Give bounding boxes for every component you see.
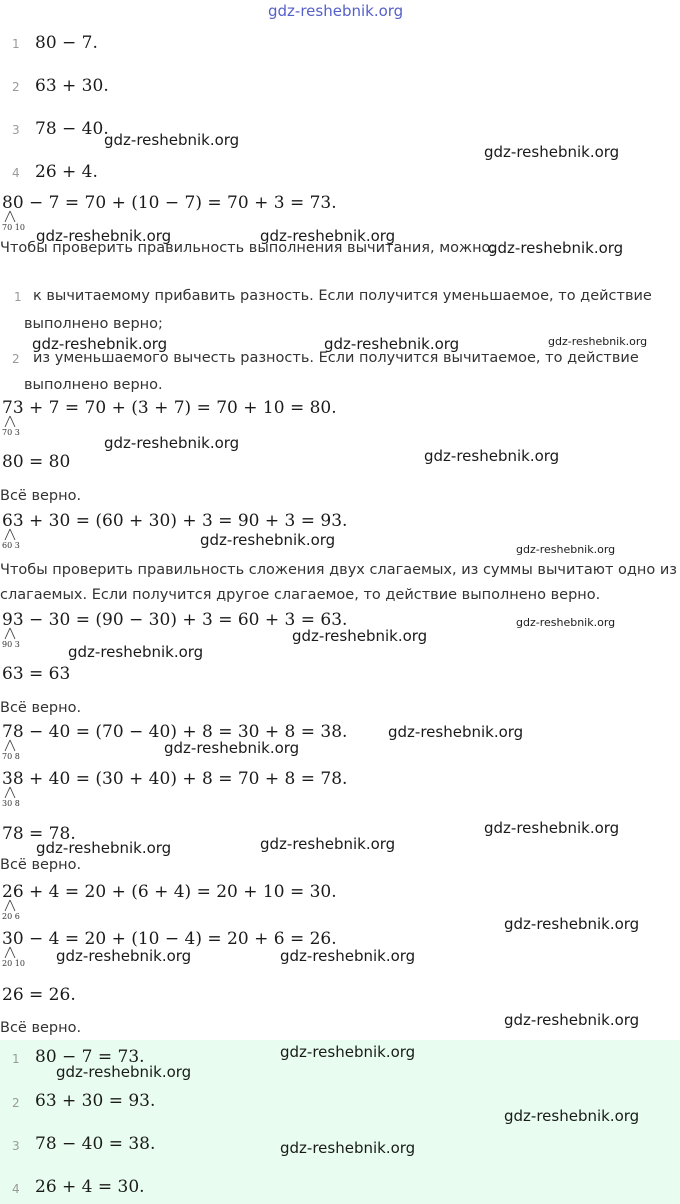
- watermark: gdz-reshebnik.org: [32, 335, 168, 353]
- watermark: gdz-reshebnik.org: [280, 947, 416, 965]
- watermark: gdz-reshebnik.org: [56, 947, 192, 965]
- split-lines-icon: [2, 627, 18, 641]
- rule-text: к вычитаемому прибавить разность. Если получится уменьшаемое, то действие: [33, 288, 652, 304]
- split-lines-icon: [2, 415, 18, 429]
- answer-number: 4: [12, 1182, 20, 1196]
- answer-expression: 63 + 30 = 93.: [35, 1091, 156, 1111]
- task-number: 2: [12, 80, 20, 94]
- watermark: gdz-reshebnik.org: [164, 739, 300, 757]
- split-digits: 60 3: [2, 541, 20, 550]
- solution-equation: 78 = 78.: [2, 824, 76, 844]
- watermark: gdz-reshebnik.org: [200, 531, 336, 549]
- answer-number: 1: [12, 1052, 20, 1066]
- number-split: [2, 739, 20, 761]
- solution-equation: 38 + 40 = (30 + 40) + 8 = 70 + 8 = 78.: [2, 769, 348, 789]
- number-split: [2, 528, 20, 550]
- split-lines-icon: [2, 210, 18, 224]
- answer-expression: 78 − 40 = 38.: [35, 1134, 156, 1154]
- watermark: gdz-reshebnik.org: [324, 335, 460, 353]
- watermark: gdz-reshebnik.org: [104, 434, 240, 452]
- watermark: gdz-reshebnik.org: [484, 143, 620, 161]
- answer-expression: 80 − 7 = 73.: [35, 1047, 145, 1067]
- split-lines-icon: [2, 739, 18, 753]
- watermark: gdz-reshebnik.org: [280, 1043, 416, 1061]
- rule-number: 2: [12, 352, 20, 366]
- split-digits: 70 3: [2, 428, 20, 437]
- watermark: gdz-reshebnik.org: [504, 915, 640, 933]
- answer-number: 2: [12, 1096, 20, 1110]
- number-split: [2, 786, 20, 808]
- result-text: Всё верно.: [0, 1020, 82, 1036]
- watermark: gdz-reshebnik.org: [504, 1011, 640, 1029]
- number-split: [2, 210, 25, 232]
- result-text: Всё верно.: [0, 488, 82, 504]
- solution-equation: 73 + 7 = 70 + (3 + 7) = 70 + 10 = 80.: [2, 398, 337, 418]
- watermark: gdz-reshebnik.org: [68, 643, 204, 661]
- rule-number: 1: [14, 290, 22, 304]
- watermark: gdz-reshebnik.org: [260, 835, 396, 853]
- task-number: 4: [12, 166, 20, 180]
- number-split: [2, 946, 25, 968]
- split-lines-icon: [2, 899, 18, 913]
- watermark: gdz-reshebnik.org: [488, 239, 624, 257]
- watermark: gdz-reshebnik.org: [36, 839, 172, 857]
- answer-number: 3: [12, 1139, 20, 1153]
- solution-equation: 30 − 4 = 20 + (10 − 4) = 20 + 6 = 26.: [2, 929, 337, 949]
- split-lines-icon: [2, 946, 18, 960]
- rule-text: выполнено верно;: [24, 316, 163, 332]
- paragraph: Чтобы проверить правильность выполнения вычитания, можно:: [0, 240, 496, 256]
- result-text: Всё верно.: [0, 700, 82, 716]
- task-expression: 63 + 30.: [35, 76, 109, 96]
- rule-text: выполнено верно.: [24, 377, 163, 393]
- task-expression: 80 − 7.: [35, 33, 98, 53]
- task-number: 3: [12, 123, 20, 137]
- split-digits: 90 3: [2, 640, 20, 649]
- watermark: gdz-reshebnik.org: [504, 1107, 640, 1125]
- solution-equation: 93 − 30 = (90 − 30) + 3 = 60 + 3 = 63.: [2, 610, 348, 630]
- rule-text: из уменьшаемого вычесть разность. Если получится вычитаемое, то действие: [33, 350, 639, 366]
- watermark: gdz-reshebnik.org: [516, 543, 616, 556]
- solution-equation: 80 − 7 = 70 + (10 − 7) = 70 + 3 = 73.: [2, 193, 337, 213]
- watermark-top: gdz-reshebnik.org: [268, 2, 404, 20]
- paragraph: Чтобы проверить правильность сложения двух слагаемых, из суммы вычитают одно из: [0, 562, 677, 578]
- split-digits: 20 6: [2, 912, 20, 921]
- solution-equation: 78 − 40 = (70 − 40) + 8 = 30 + 8 = 38.: [2, 722, 348, 742]
- paragraph: слагаемых. Если получится другое слагаемое, то действие выполнено верно.: [0, 587, 601, 603]
- task-expression: 78 − 40.: [35, 119, 109, 139]
- answer-expression: 26 + 4 = 30.: [35, 1177, 145, 1197]
- split-lines-icon: [2, 528, 18, 542]
- number-split: [2, 627, 20, 649]
- watermark: gdz-reshebnik.org: [36, 227, 172, 245]
- solution-equation: 63 = 63: [2, 664, 71, 684]
- result-text: Всё верно.: [0, 857, 82, 873]
- split-digits: 70 8: [2, 752, 20, 761]
- split-lines-icon: [2, 786, 18, 800]
- split-digits: 30 8: [2, 799, 20, 808]
- split-digits: 70 10: [2, 223, 25, 232]
- solution-equation: 26 = 26.: [2, 985, 76, 1005]
- watermark: gdz-reshebnik.org: [388, 723, 524, 741]
- number-split: [2, 899, 20, 921]
- watermark: gdz-reshebnik.org: [280, 1139, 416, 1157]
- watermark: gdz-reshebnik.org: [292, 627, 428, 645]
- solution-equation: 63 + 30 = (60 + 30) + 3 = 90 + 3 = 93.: [2, 511, 348, 531]
- number-split: [2, 415, 20, 437]
- task-number: 1: [12, 37, 20, 51]
- split-digits: 20 10: [2, 959, 25, 968]
- watermark: gdz-reshebnik.org: [516, 616, 616, 629]
- watermark: gdz-reshebnik.org: [484, 819, 620, 837]
- watermark: gdz-reshebnik.org: [260, 227, 396, 245]
- task-expression: 26 + 4.: [35, 162, 98, 182]
- watermark: gdz-reshebnik.org: [56, 1063, 192, 1081]
- watermark: gdz-reshebnik.org: [424, 447, 560, 465]
- watermark: gdz-reshebnik.org: [104, 131, 240, 149]
- watermark: gdz-reshebnik.org: [548, 335, 648, 348]
- solution-equation: 26 + 4 = 20 + (6 + 4) = 20 + 10 = 30.: [2, 882, 337, 902]
- solution-equation: 80 = 80: [2, 452, 71, 472]
